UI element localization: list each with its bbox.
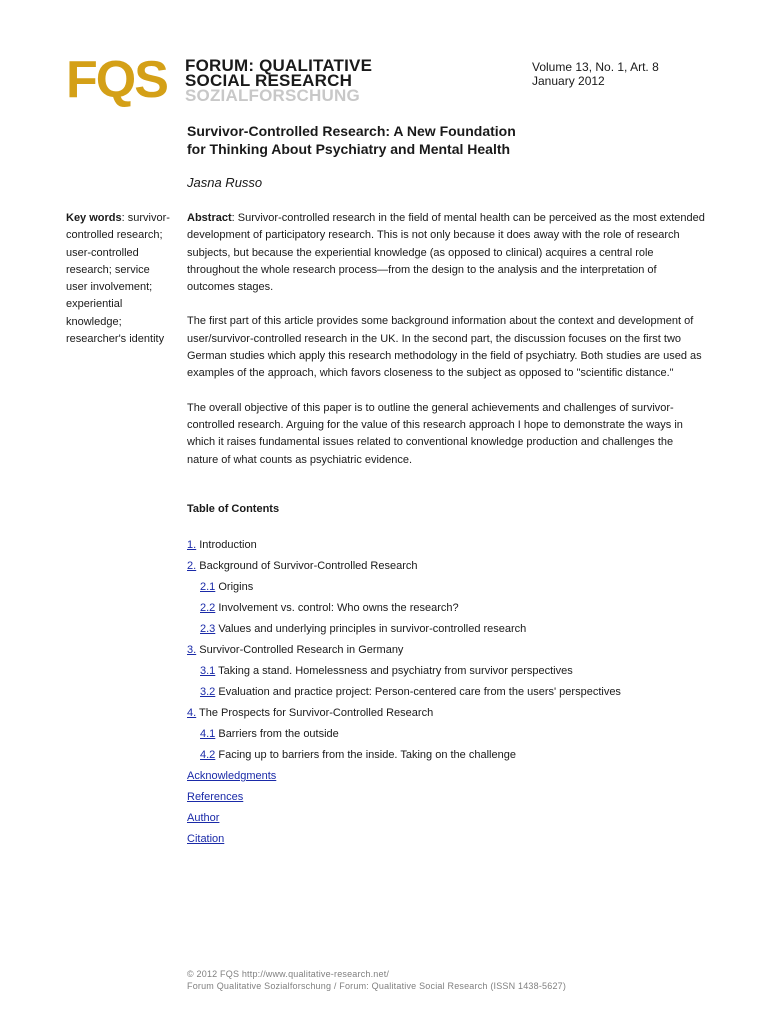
- acknowledgments-link[interactable]: Acknowledgments: [187, 770, 277, 782]
- keywords-colon: :: [121, 212, 125, 224]
- toc-item-text: The Prospects for Survivor-Controlled Research: [196, 707, 434, 719]
- logo-wordmark: [185, 58, 375, 103]
- abstract-text-1: : Survivor-controlled research in the field of mental health can be perceived as the most extended development of participatory research. This is not only because it does away with the role of research subjects, but because the experiential knowledge (as opposed to clinical) acquires a central role throughout the whole research process—from the design to the analysis and the interpretation of outcomes stages.: [187, 212, 705, 294]
- citation-link[interactable]: Citation: [187, 833, 225, 845]
- toc-item: [187, 642, 707, 663]
- logo-line-2: SOCIAL RESEARCH: [185, 71, 353, 90]
- volume-info: Volume 13, No. 1, Art. 8: [532, 60, 659, 74]
- toc-item-text: Barriers from the outside: [215, 728, 339, 740]
- toc-item-text: Values and underlying principles in survivor-controlled research: [215, 623, 527, 635]
- toc-subitem: [187, 663, 707, 684]
- toc-item-text: Evaluation and practice project: Person-centered care from the users' perspectives: [215, 686, 621, 698]
- keywords-label: Key words: [66, 212, 122, 224]
- toc-item: [187, 558, 707, 579]
- toc-link-2[interactable]: 2.: [187, 560, 197, 572]
- toc-item: [187, 810, 707, 831]
- issue-date: January 2012: [532, 74, 605, 88]
- logo-line-1: FORUM: QUALITATIVE: [185, 56, 373, 75]
- toc-item-text: Facing up to barriers from the inside. Taking on the challenge: [215, 749, 516, 761]
- toc-link-1[interactable]: 1.: [187, 539, 197, 551]
- toc-link-3-2[interactable]: 3.2: [200, 686, 216, 698]
- toc-item-text: Introduction: [196, 539, 257, 551]
- issue-meta: [532, 60, 659, 88]
- abstract-block: [187, 210, 707, 486]
- references-link[interactable]: References: [187, 791, 244, 803]
- toc-link-4[interactable]: 4.: [187, 707, 197, 719]
- abstract-paragraph-1: [187, 210, 707, 296]
- toc-item: [187, 705, 707, 726]
- abstract-paragraph-2: The first part of this article provides some background information about the context and development of user/survivor-controlled research in the UK. In the second part, the discussion focuses on the first two German studies which apply this research methodology in the field of psychiatry. Both studies are used as examples of the approach, which favors closeness to the subject as opposed to "scientific distance.": [187, 315, 702, 380]
- toc-subitem: [187, 726, 707, 747]
- toc-subitem: [187, 621, 707, 642]
- title-line-1: Survivor-Controlled Research: A New Foundation: [187, 123, 516, 139]
- toc-item-text: Background of Survivor-Controlled Research: [196, 560, 418, 572]
- toc-link-2-3[interactable]: 2.3: [200, 623, 216, 635]
- toc-subitem: [187, 747, 707, 768]
- toc-subitem: [187, 600, 707, 621]
- logo-line-3: SOZIALFORSCHUNG: [185, 86, 360, 105]
- article-title: [187, 122, 667, 158]
- toc-link-3-1[interactable]: 3.1: [200, 665, 216, 677]
- toc-subitem: [187, 684, 707, 705]
- title-line-2: for Thinking About Psychiatry and Mental Health: [187, 141, 511, 157]
- toc-link-2-1[interactable]: 2.1: [200, 581, 216, 593]
- toc-item: [187, 831, 707, 852]
- toc-subitem: [187, 579, 707, 600]
- toc-item-text: Origins: [215, 581, 254, 593]
- toc-item: [187, 537, 707, 558]
- toc-item-text: Involvement vs. control: Who owns the research?: [215, 602, 459, 614]
- toc-link-2-2[interactable]: 2.2: [200, 602, 216, 614]
- footer-journal-info: Forum Qualitative Sozialforschung / Forum: Qualitative Social Research (ISSN 1438-5627): [187, 981, 567, 991]
- table-of-contents: [187, 537, 707, 852]
- author-link[interactable]: Author: [187, 812, 220, 824]
- logo-mark: FQS: [66, 51, 167, 109]
- toc-link-3[interactable]: 3.: [187, 644, 197, 656]
- toc-item: [187, 789, 707, 810]
- toc-title: Table of Contents: [187, 503, 280, 515]
- toc-link-4-2[interactable]: 4.2: [200, 749, 216, 761]
- toc-item-text: Survivor-Controlled Research in Germany: [196, 644, 404, 656]
- abstract-paragraph-3: The overall objective of this paper is to outline the general achievements and challenges of survivor-controlled research. Arguing for the value of this research approach I hope to demonstrate the ways in which it raises fundamental issues related to conventional knowledge production and challenges the nature of what counts as psychiatric evidence.: [187, 401, 683, 466]
- footer-copyright: © 2012 FQS http://www.qualitative-research.net/: [187, 969, 390, 979]
- abstract-label: Abstract: [187, 212, 232, 224]
- author-name: Jasna Russo: [187, 175, 263, 190]
- toc-item: [187, 768, 707, 789]
- toc-link-4-1[interactable]: 4.1: [200, 728, 216, 740]
- keywords-text: survivor-controlled research; user-controlled research; service user involvement; experiential knowledge; researcher's identity: [66, 212, 170, 346]
- page-footer: [187, 968, 566, 992]
- toc-item-text: Taking a stand. Homelessness and psychiatry from survivor perspectives: [215, 665, 573, 677]
- keywords-block: [66, 210, 171, 348]
